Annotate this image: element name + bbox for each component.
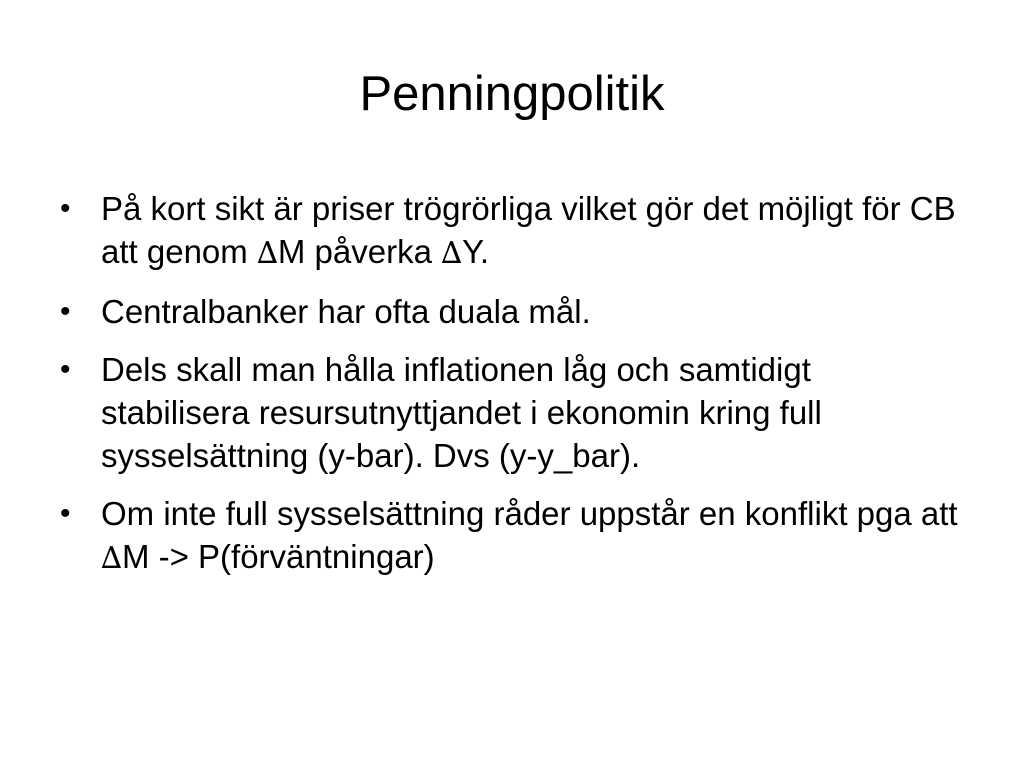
delta-symbol: ∆ bbox=[441, 236, 463, 271]
bullet-item-short-term bbox=[58, 187, 958, 275]
bullet-text-part: M -> P(förväntningar) bbox=[121, 538, 435, 575]
bullet-text-part: På kort sikt är priser trögrörliga vilket gör det möjligt för CB att genom bbox=[101, 190, 956, 270]
bullet-icon: • bbox=[60, 192, 71, 225]
delta-symbol: ∆ bbox=[101, 541, 122, 576]
bullet-item-conflict bbox=[58, 492, 958, 580]
bullet-text-part: Y. bbox=[462, 233, 490, 270]
bullet-text-part: M påverka bbox=[277, 233, 442, 270]
bullet-icon: • bbox=[60, 295, 71, 328]
bullet-text-part: Om inte full sysselsättning råder uppstår en konflikt pga att bbox=[101, 495, 958, 532]
slide-title: Penningpolitik bbox=[359, 67, 665, 121]
bullet-text: Dels skall man hålla inflationen låg och samtidigt stabilisera resursutnyttjandet i ekonomin kring full sysselsättning (y-bar). Dvs (y-y_bar). bbox=[101, 351, 822, 474]
bullet-icon: • bbox=[60, 353, 71, 386]
delta-symbol: ∆ bbox=[256, 236, 278, 271]
bullet-text: Centralbanker har ofta duala mål. bbox=[101, 293, 591, 330]
bullet-icon: • bbox=[60, 497, 71, 530]
bullet-item-inflation bbox=[58, 348, 958, 477]
bullet-list bbox=[58, 187, 958, 595]
bullet-item-dual-goals bbox=[58, 290, 958, 333]
